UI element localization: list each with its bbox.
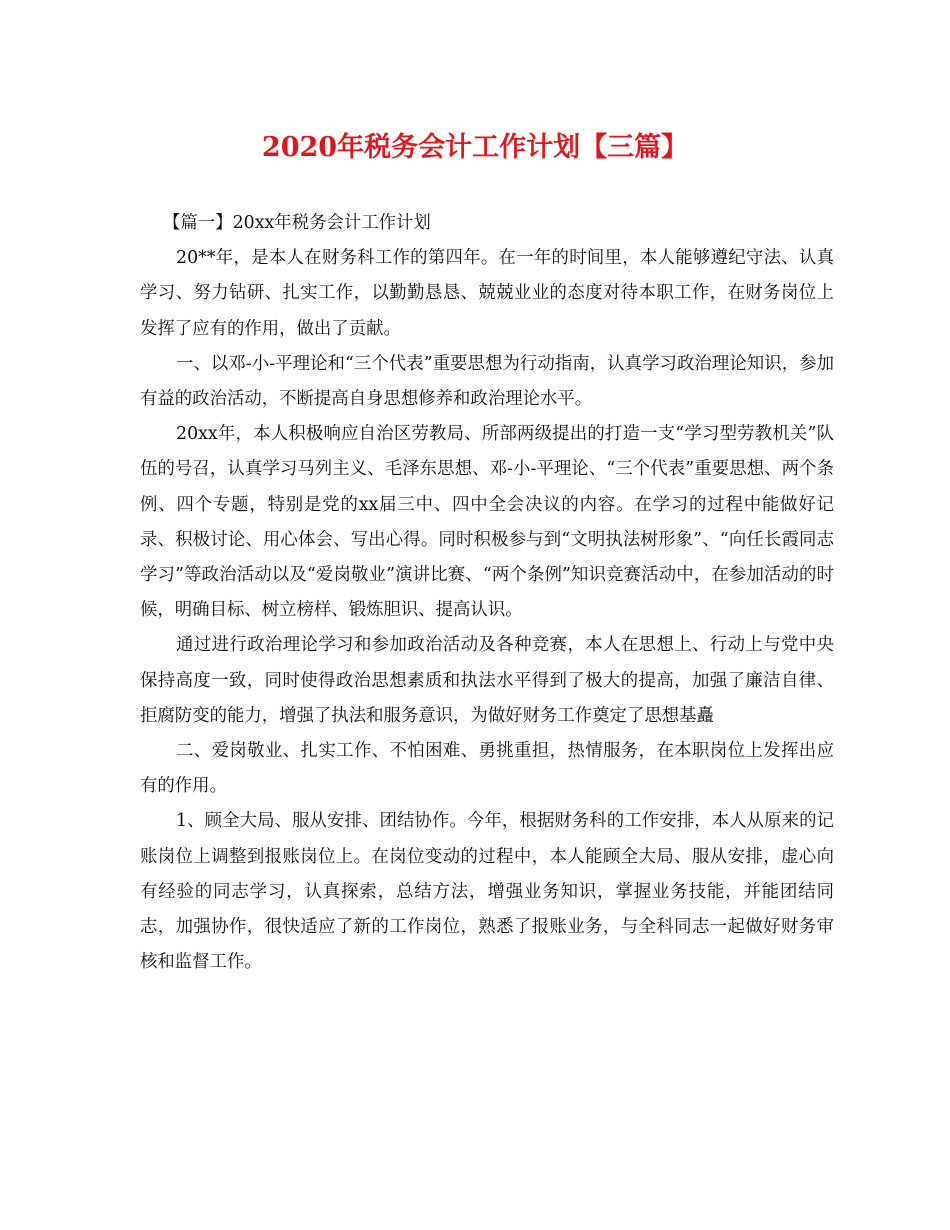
section-heading: 【篇一】20xx年税务会计工作计划 — [163, 213, 431, 233]
paragraph: 一、以邓-小-平理论和“三个代表”重要思想为行动指南，认真学习政治理论知识，参加有益的政治活动，不断提高自身思想修养和政治理论水平。 — [140, 353, 834, 410]
paragraph: 1、顾全大局、服从安排、团结协作。今年，根据财务科的工作安排，本人从原来的记账岗位上调整到报账岗位上。在岗位变动的过程中，本人能顾全大局、服从安排，虚心向有经验的同志学习，认真探索，总结方法，增强业务知识，掌握业务技能，并能团结同志，加强协作，很快适应了新的工作岗位，熟悉了报账业务，与全科同志一起做好财务审核和监督工作。 — [140, 811, 834, 973]
document-body — [140, 206, 834, 980]
paragraph: 20**年，是本人在财务科工作的第四年。在一年的时间里，本人能够遵纪守法、认真学习、努力钻研、扎实工作，以勤勤恳恳、兢兢业业的态度对待本职工作，在财务岗位上发挥了应有的作用，做出了贡献。 — [140, 248, 834, 339]
document-title: 2020年税务会计工作计划【三篇】 — [261, 132, 689, 163]
paragraph: 二、爱岗敬业、扎实工作、不怕困难、勇挑重担，热情服务，在本职岗位上发挥出应有的作用。 — [140, 741, 834, 797]
paragraph: 通过进行政治理论学习和参加政治活动及各种竞赛，本人在思想上、行动上与党中央保持高度一致，同时使得政治思想素质和执法水平得到了极大的提高，加强了廉洁自律、拒腐防变的能力，增强了执法和服务意识，为做好财务工作奠定了思想基矗 — [140, 635, 834, 726]
paragraph: 20xx年，本人积极响应自治区劳教局、所部两级提出的打造一支“学习型劳教机关”队伍的号召，认真学习马列主义、毛泽东思想、邓-小-平理论、“三个代表”重要思想、两个条例、四个专题，特别是党的xx届三中、四中全会决议的内容。在学习的过程中能做好记录、积极讨论、用心体会、写出心得。同时积极参与到“文明执法树形象”、“向任长霞同志学习”等政治活动以及“爱岗敬业”演讲比赛、“两个条例”知识竞赛活动中，在参加活动的时候，明确目标、树立榜样、锻炼胆识、提高认识。 — [140, 424, 834, 621]
